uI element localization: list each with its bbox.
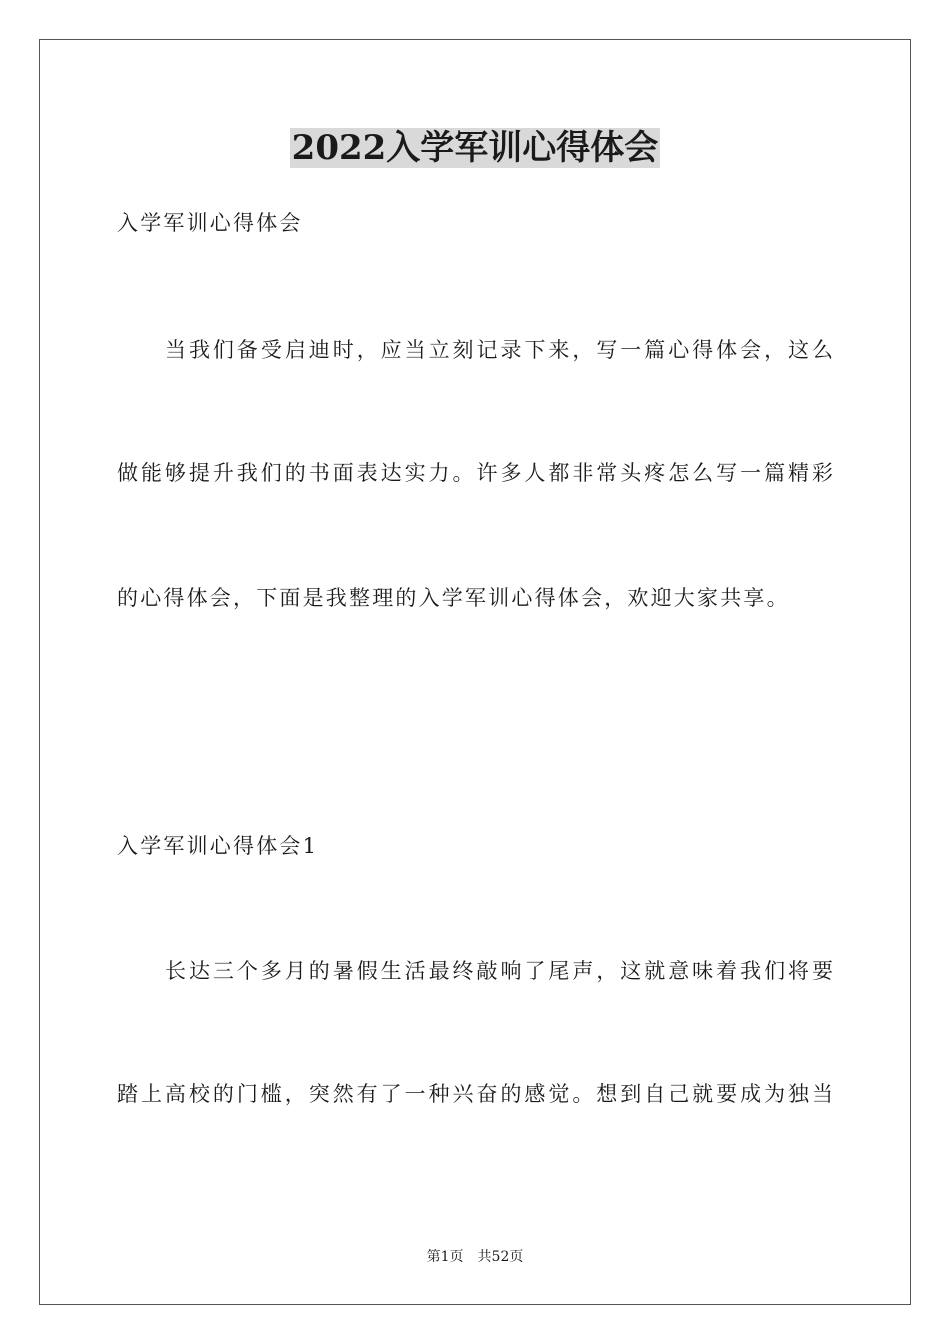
intro-paragraph-line-3: 的心得体会，下面是我整理的入学军训心得体会，欢迎大家共享。 xyxy=(117,586,790,610)
document-title-text: 2022入学军训心得体会 xyxy=(291,128,659,168)
section-1-heading: 入学军训心得体会1 xyxy=(117,834,319,858)
page-number-footer: 第1页 共52页 xyxy=(426,1249,524,1265)
section-1-paragraph-line-1: 长达三个多月的暑假生活最终敲响了尾声，这就意味着我们将要 xyxy=(165,959,833,983)
document-subtitle: 入学军训心得体会 xyxy=(117,211,303,235)
document-title xyxy=(0,128,950,168)
intro-paragraph-line-1: 当我们备受启迪时，应当立刻记录下来，写一篇心得体会，这么 xyxy=(165,338,833,362)
section-1-paragraph-line-2: 踏上高校的门槛，突然有了一种兴奋的感觉。想到自己就要成为独当 xyxy=(117,1082,833,1106)
intro-paragraph-line-2: 做能够提升我们的书面表达实力。许多人都非常头疼怎么写一篇精彩 xyxy=(117,461,833,485)
